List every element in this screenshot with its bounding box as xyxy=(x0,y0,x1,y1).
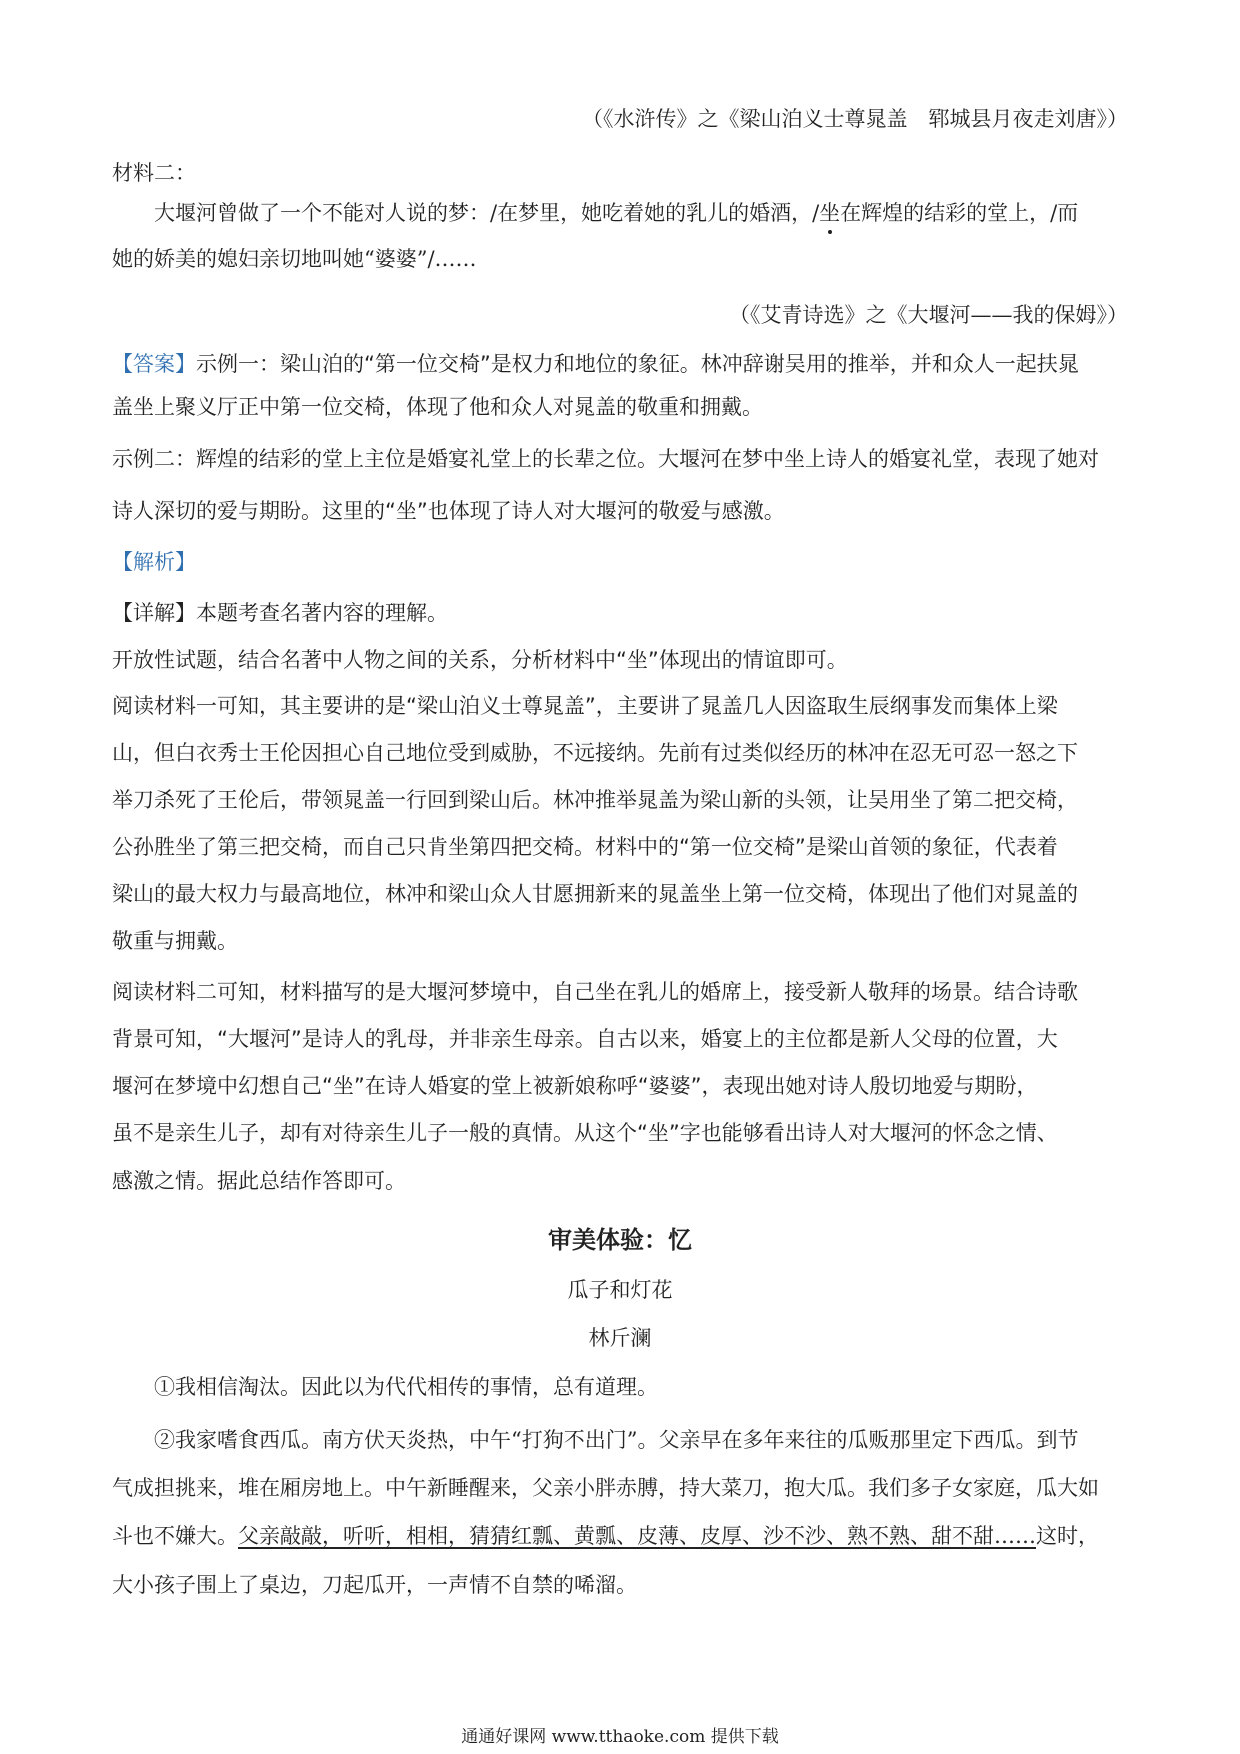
essay-title: 瓜子和灯花 xyxy=(567,1278,673,1302)
emphasis-dot-char: 坐 xyxy=(819,201,841,225)
underlined-text: 父亲敲敲，听听，相相，猜猜红瓢、黄瓢、皮薄、皮厚、沙不沙、熟不熟、甜不甜…… xyxy=(238,1524,1036,1548)
analysis-line: 开放性试题，结合名著中人物之间的关系，分析材料中“坐”体现出的情谊即可。 xyxy=(112,648,848,672)
essay-author: 林斤澜 xyxy=(588,1326,652,1350)
essay-paragraph-2-line2: 气成担挑来，堆在厢房地上。中午新睡醒来，父亲小胖赤膊，持大菜刀，抱大瓜。我们多子女家庭，瓜大如 xyxy=(112,1476,1099,1500)
analysis-line: 梁山的最大权力与最高地位，林冲和梁山众人甘愿拥新来的晁盖坐上第一位交椅，体现出了他们对晁盖的 xyxy=(112,882,1078,906)
analysis-line: 阅读材料一可知，其主要讲的是“梁山泊义士尊晁盖”，主要讲了晁盖几人因盗取生辰纲事发而集体上梁 xyxy=(112,694,1058,718)
essay-paragraph-2-line4: 大小孩子围上了桌边，刀起瓜开，一声情不自禁的唏溜。 xyxy=(112,1573,637,1597)
analysis-line: 虽不是亲生儿子，却有对待亲生儿子一般的真情。从这个“坐”字也能够看出诗人对大堰河的怀念之情、 xyxy=(112,1121,1058,1145)
answer-line4: 诗人深切的爱与期盼。这里的“坐”也体现了诗人对大堰河的敬爱与感激。 xyxy=(112,499,785,523)
analysis-line: 阅读材料二可知，材料描写的是大堰河梦境中，自己坐在乳儿的婚席上，接受新人敬拜的场景。结合诗歌 xyxy=(112,980,1078,1004)
answer-line3: 示例二：辉煌的结彩的堂上主位是婚宴礼堂上的长辈之位。大堰河在梦中坐上诗人的婚宴礼堂，表现了她对 xyxy=(112,447,1099,471)
answer-text-1: 示例一：梁山泊的“第一位交椅”是权力和地位的象征。林冲辞谢吴用的推举，并和众人一起扶晁 xyxy=(196,352,1079,376)
essay-text: 这时， xyxy=(1036,1524,1099,1548)
material2-poem-line2: 她的娇美的媳妇亲切地叫她“婆婆”/…… xyxy=(112,247,477,271)
analysis-line: 举刀杀死了王伦后，带领晁盖一行回到梁山后。林冲推举晁盖为梁山新的头领，让吴用坐了第二把交椅， xyxy=(112,788,1078,812)
essay-paragraph-2-line3 xyxy=(112,1521,1128,1551)
essay-text: 斗也不嫌大。 xyxy=(112,1524,238,1548)
analysis-line: 【详解】本题考查名著内容的理解。 xyxy=(112,601,448,625)
analysis-line: 山，但白衣秀士王伦因担心自己地位受到威胁，不远接纳。先前有过类似经历的林冲在忍无可忍一怒之下 xyxy=(112,741,1078,765)
analysis-line: 背景可知，“大堰河”是诗人的乳母，并非亲生母亲。自古以来，婚宴上的主位都是新人父母的位置，大 xyxy=(112,1027,1058,1051)
material2-poem-line1 xyxy=(154,198,1128,228)
essay-paragraph-2-line1: ②我家嗜食西瓜。南方伏天炎热，中午“打狗不出门”。父亲早在多年来往的瓜贩那里定下西瓜。到节 xyxy=(154,1428,1079,1452)
answer-line2: 盖坐上聚义厅正中第一位交椅，体现了他和众人对晁盖的敬重和拥戴。 xyxy=(112,395,763,419)
analysis-line: 感激之情。据此总结作答即可。 xyxy=(112,1169,406,1193)
analysis-line: 公孙胜坐了第三把交椅，而自己只肯坐第四把交椅。材料中的“第一位交椅”是梁山首领的象征，代表着 xyxy=(112,835,1058,859)
page-footer: 通通好课网 www.tthaoke.com 提供下载 xyxy=(461,1727,779,1747)
poem-text-b: 在辉煌的结彩的堂上，/而 xyxy=(840,201,1079,225)
material2-label: 材料二： xyxy=(112,161,196,185)
analysis-tag: 【解析】 xyxy=(112,550,196,574)
section-heading: 审美体验：忆 xyxy=(548,1226,692,1254)
poem-text-a: 大堰河曾做了一个不能对人说的梦：/在梦里，她吃着她的乳儿的婚酒，/ xyxy=(154,201,820,225)
material2-source: （《艾青诗选》之《大堰河——我的保姆》） xyxy=(729,303,1128,327)
answer-line1 xyxy=(112,349,1128,379)
analysis-line: 堰河在梦境中幻想自己“坐”在诗人婚宴的堂上被新娘称呼“婆婆”，表现出她对诗人殷切地爱与期盼， xyxy=(112,1074,1038,1098)
essay-paragraph-1: ①我相信淘汰。因此以为代代相传的事情，总有道理。 xyxy=(154,1375,658,1399)
analysis-line: 敬重与拥戴。 xyxy=(112,929,238,953)
material1-source: （《水浒传》之《梁山泊义士尊晁盖 郓城县月夜走刘唐》） xyxy=(582,107,1128,131)
answer-tag: 【答案】 xyxy=(112,352,196,376)
